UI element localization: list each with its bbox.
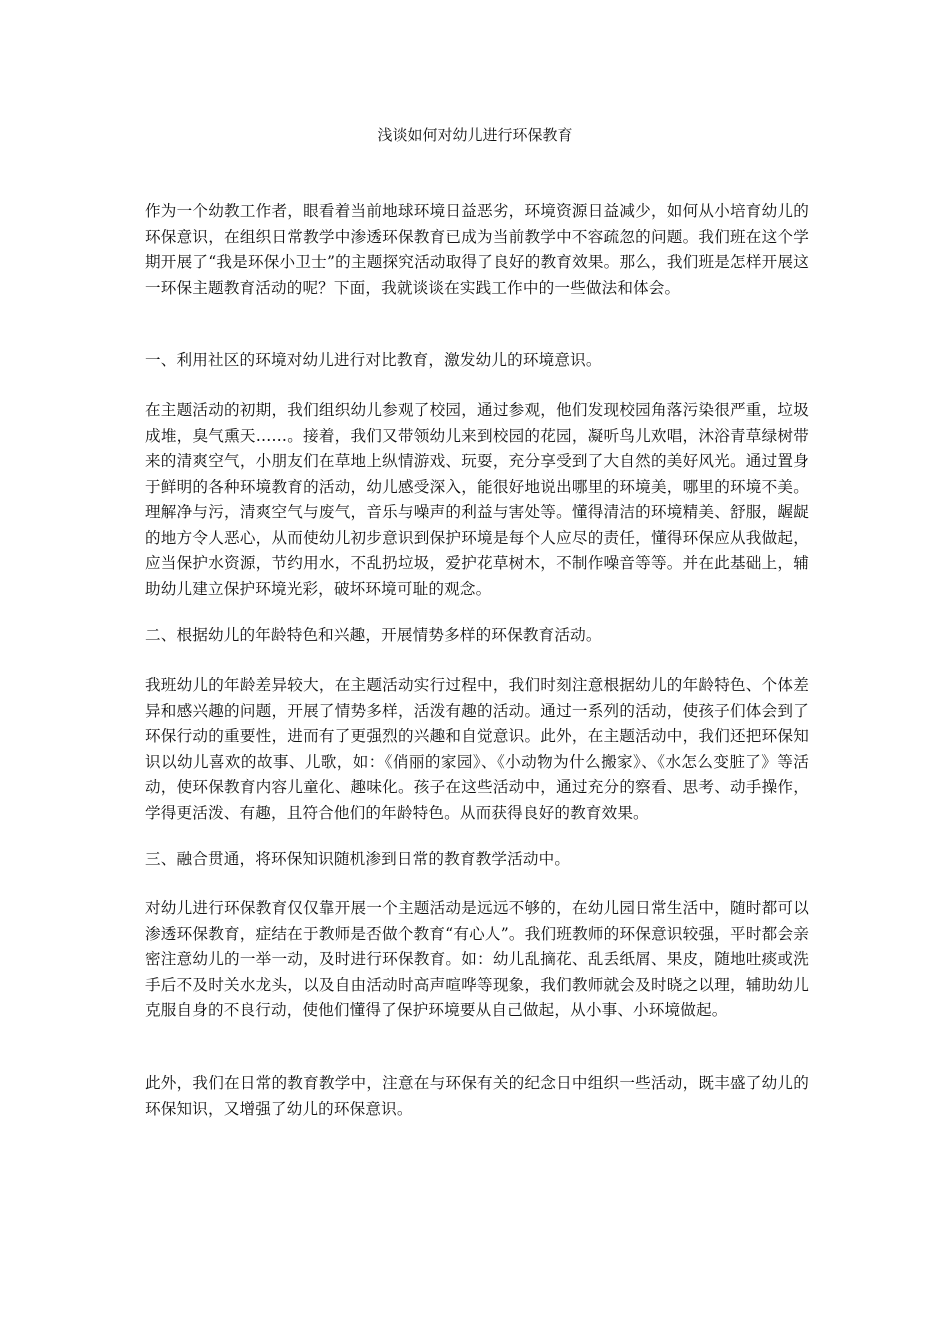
section2-paragraph: 我班幼儿的年龄差异较大，在主题活动实行过程中，我们时刻注意根据幼儿的年龄特色、个体差异和感兴趣的问题，开展了情势多样，活泼有趣的活动。通过一系列的活动，使孩子们体会到了环保行动的重要性，进而有了更强烈的兴趣和自觉意识。此外，在主题活动中，我们还把环保知识以幼儿喜欢的故事、儿歌，如：《俏丽的家园》、《小动物为什么搬家》、《水怎么变脏了》等活动，使环保教育内容儿童化、趣味化。孩子在这些活动中，通过充分的察看、思考、动手操作，学得更活泼、有趣，且符合他们的年龄特色。从而获得良好的教育效果。 <box>145 676 809 822</box>
intro-paragraph: 作为一个幼教工作者，眼看着当前地球环境日益恶劣，环境资源日益减少，如何从小培育幼儿的环保意识，在组织日常教学中渗透环保教育已成为当前教学中不容疏忽的问题。我们班在这个学期开展了“我是环保小卫士”的主题探究活动取得了良好的教育效果。那么，我们班是怎样开展这一环保主题教育活动的呢？下面，我就谈谈在实践工作中的一些做法和体会。 <box>145 202 809 297</box>
document-title: 浅谈如何对幼儿进行环保教育 <box>377 126 573 144</box>
section2-heading: 二、根据幼儿的年龄特色和兴趣，开展情势多样的环保教育活动。 <box>145 626 602 644</box>
section3-heading: 三、融合贯通，将环保知识随机渗到日常的教育教学活动中。 <box>145 850 571 868</box>
section1-paragraph: 在主题活动的初期，我们组织幼儿参观了校园，通过参观，他们发现校园角落污染很严重，垃圾成堆，臭气熏天……。接着，我们又带领幼儿来到校园的花园，凝听鸟儿欢唱，沐浴青草绿树带来的清爽空气，小朋友们在草地上纵情游戏、玩耍，充分享受到了大自然的美好风光。通过置身于鲜明的各种环境教育的活动，幼儿感受深入，能很好地说出哪里的环境美，哪里的环境不美。理解净与污，清爽空气与废气，音乐与噪声的利益与害处等。懂得清洁的环境精美、舒服，龌龊的地方令人恶心，从而使幼儿初步意识到保护环境是每个人应尽的责任，懂得环保应从我做起，应当保护水资源，节约用水，不乱扔垃圾，爱护花草树木，不制作噪音等等。并在此基础上，辅助幼儿建立保护环境光彩，破坏环境可耻的观念。 <box>145 401 809 598</box>
closing-paragraph: 此外，我们在日常的教育教学中，注意在与环保有关的纪念日中组织一些活动，既丰盛了幼儿的环保知识，又增强了幼儿的环保意识。 <box>145 1074 809 1118</box>
section3-paragraph: 对幼儿进行环保教育仅仅靠开展一个主题活动是远远不够的，在幼儿园日常生活中，随时都可以渗透环保教育，症结在于教师是否做个教育“有心人”。我们班教师的环保意识较强，平时都会亲密注意幼儿的一举一动，及时进行环保教育。如：幼儿乱摘花、乱丢纸屑、果皮，随地吐痰或洗手后不及时关水龙头，以及自由活动时高声喧哗等现象，我们教师就会及时晓之以理，辅助幼儿克服自身的不良行动，使他们懂得了保护环境要从自己做起，从小事、小环境做起。 <box>145 899 809 1019</box>
section1-heading: 一、利用社区的环境对幼儿进行对比教育，激发幼儿的环境意识。 <box>145 351 602 369</box>
